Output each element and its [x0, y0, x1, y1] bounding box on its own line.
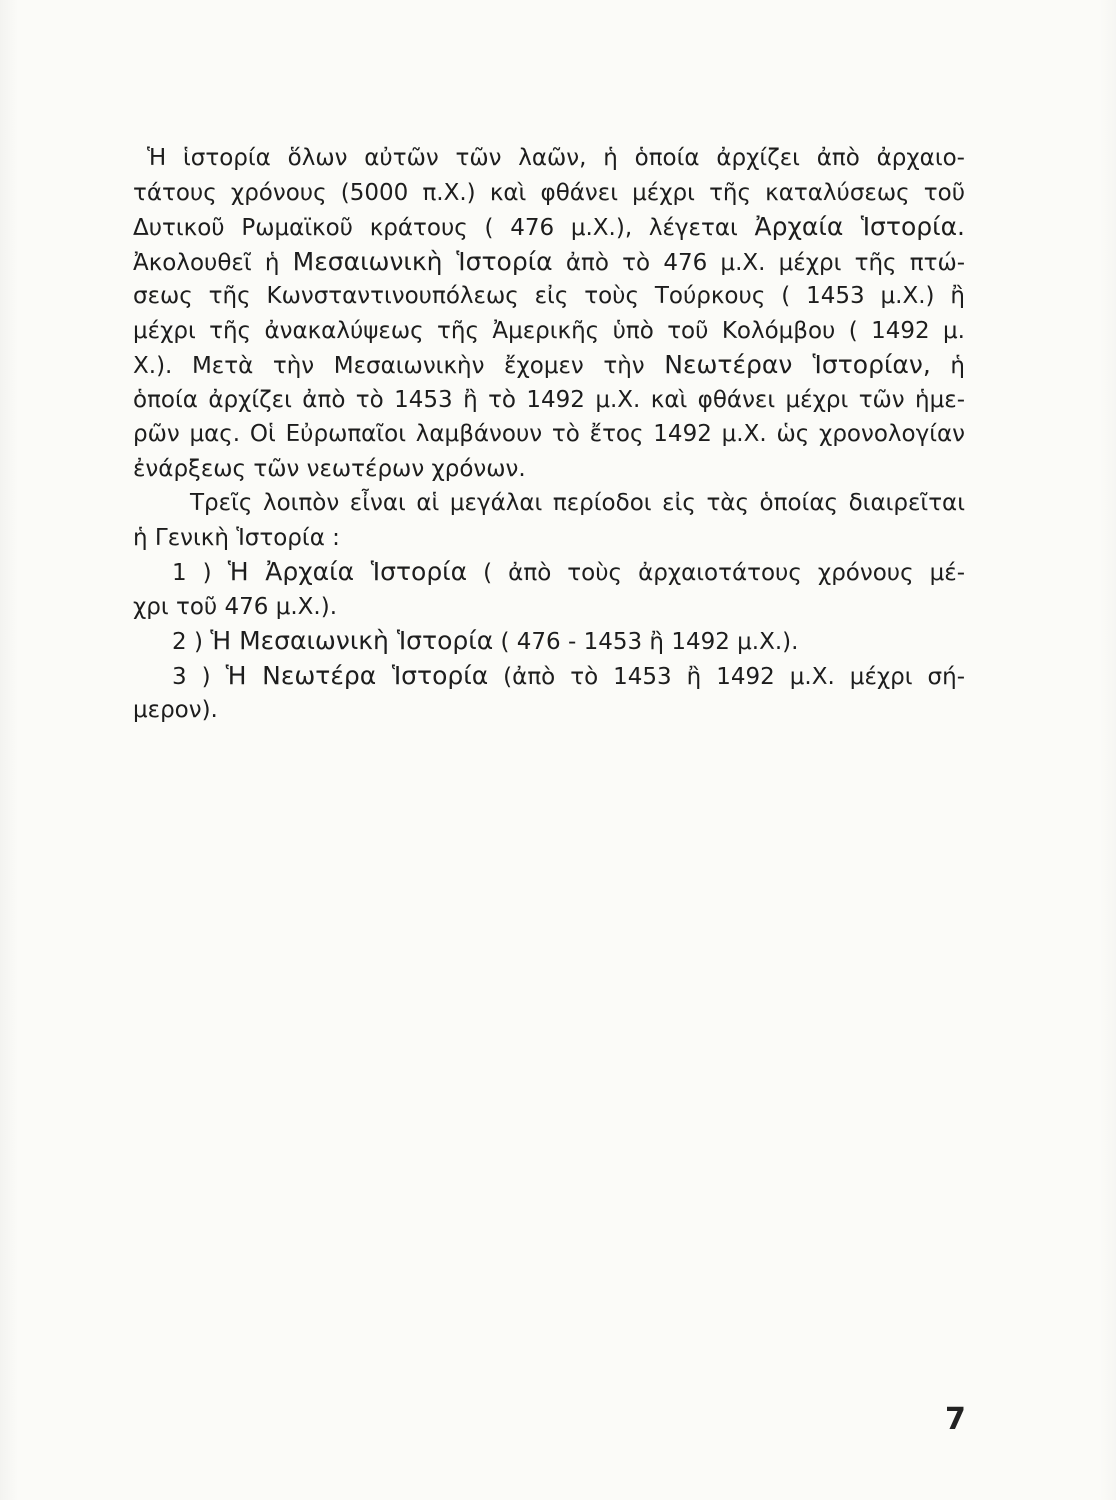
- line-text: (ἀπὸ τὸ 1453 ἢ 1492 μ.Χ. μέχρι σή-: [488, 663, 965, 690]
- line-text: 2 ): [172, 629, 211, 655]
- text-line: ρῶν μας. Οἱ Εὐρωπαῖοι λαμβάνουν τὸ ἔτος 1492 μ.Χ. ὡς χρονολογίαν: [133, 421, 965, 447]
- emphasis: Νεωτέραν Ἱστορίαν,: [664, 350, 931, 379]
- list-item-2: [133, 624, 965, 659]
- line-text: ( ἀπὸ τοὺς ἀρχαιοτάτους χρόνους μέ-: [467, 560, 965, 586]
- line-text: ἀπὸ τὸ 476 μ.Χ. μέχρι τῆς πτώ-: [552, 249, 965, 276]
- text-line: Ἡ ἱστορία ὅλων αὐτῶν τῶν λαῶν, ἡ ὁποία ἀρχίζει ἀπὸ ἀρχαιο-: [147, 145, 965, 171]
- line-text: ( 476 - 1453 ἢ 1492 μ.Χ.).: [493, 629, 799, 655]
- line-text: 1 ): [172, 560, 228, 586]
- line-text: Χ.). Μετὰ τὴν Μεσαιωνικὴν ἔχομεν τὴν: [133, 353, 665, 379]
- line-text: Δυτικοῦ Ρωμαϊκοῦ κράτους ( 476 μ.Χ.), λέγεται: [133, 215, 755, 241]
- text-line: σεως τῆς Κωνσταντινουπόλεως εἰς τοὺς Τούρκους ( 1453 μ.Χ.) ἢ: [133, 283, 965, 309]
- line-text: Ἀκολουθεῖ ἡ: [133, 249, 293, 276]
- text-line: [133, 245, 965, 280]
- text-line: μερον).: [133, 697, 218, 723]
- text-line: Τρεῖς λοιπὸν εἶναι αἱ μεγάλαι περίοδοι εἰς τὰς ὁποίας διαιρεῖται: [190, 490, 965, 516]
- text-line: μέχρι τῆς ἀνακαλύψεως τῆς Ἀμερικῆς ὑπὸ τοῦ Κολόμβου ( 1492 μ.: [133, 317, 965, 344]
- list-item-1: [133, 555, 965, 590]
- text-line: τάτους χρόνους (5000 π.Χ.) καὶ φθάνει μέχρι τῆς καταλύσεως τοῦ: [133, 179, 965, 206]
- emphasis: Ἡ Μεσαιωνικὴ Ἱστορία: [210, 626, 494, 655]
- emphasis: Ἀρχαία Ἱστορία.: [754, 212, 965, 241]
- line-text: 3 ): [172, 663, 226, 690]
- text-line: [133, 210, 965, 245]
- emphasis: Μεσαιωνικὴ Ἱστορία: [292, 246, 553, 276]
- list-item-3: [133, 659, 965, 694]
- text-line: [133, 348, 965, 383]
- emphasis: Ἡ Ἀρχαία Ἱστορία: [227, 557, 468, 586]
- body-text: [133, 141, 965, 728]
- text-line: ἐνάρξεως τῶν νεωτέρων χρόνων.: [133, 455, 526, 482]
- page-number: 7: [945, 1402, 966, 1437]
- line-text: ἡ: [930, 353, 965, 379]
- text-line: ὁποία ἀρχίζει ἀπὸ τὸ 1453 ἢ τὸ 1492 μ.Χ. καὶ φθάνει μέχρι τῶν ἡμε-: [133, 386, 965, 413]
- text-line: ἡ Γενικὴ Ἱστορία :: [133, 524, 340, 551]
- emphasis: Ἡ Νεωτέρα Ἱστορία: [225, 660, 489, 690]
- text-line: χρι τοῦ 476 μ.Χ.).: [133, 593, 338, 620]
